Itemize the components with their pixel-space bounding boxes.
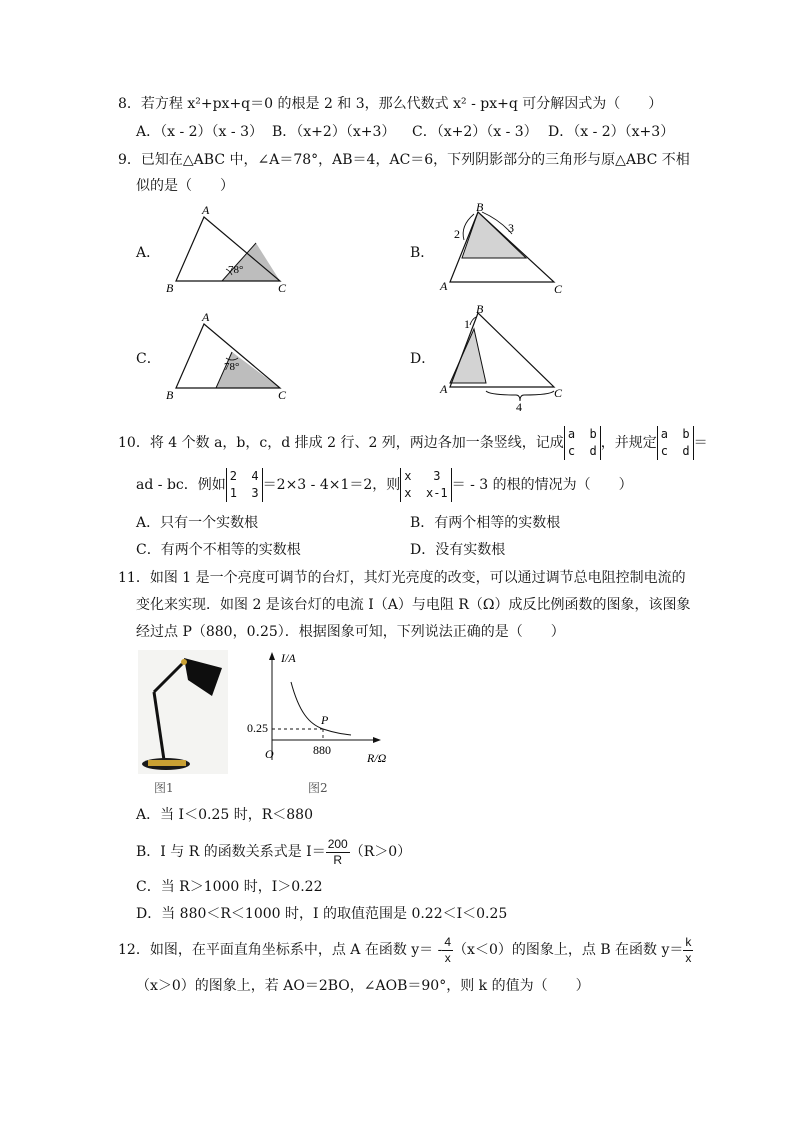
q10-text-5: ＝2×3 - 4×1＝2，则 bbox=[262, 477, 401, 493]
q11-option-a: A．当 I＜0.25 时，R＜880 bbox=[136, 807, 313, 823]
q10-text-3: ＝ bbox=[693, 435, 708, 451]
q11-stem-line1: 11．如图 1 是一个亮度可调节的台灯，其灯光亮度的改变，可以通过调节总电阻控制电流的 bbox=[118, 570, 686, 586]
det-example-row1: 2 4 bbox=[229, 469, 259, 483]
fig-c-vertex-b: B bbox=[166, 388, 174, 402]
q8-option-b: B．（x+2）（x+3） bbox=[272, 124, 396, 140]
q9-figure-a bbox=[160, 205, 300, 295]
q11-option-b-condition: （R＞0） bbox=[349, 844, 412, 860]
q10-line1 bbox=[118, 425, 708, 461]
q12-line1 bbox=[118, 934, 693, 966]
det-abcd2-row2: c d bbox=[660, 444, 690, 458]
det-abcd-2 bbox=[657, 426, 694, 460]
q10-option-b: B．有两个相等的实数根 bbox=[410, 515, 561, 531]
q12-fraction-1 bbox=[442, 935, 453, 966]
q10-text-1: 10．将 4 个数 a，b，c，d 排成 2 行、2 列，两边各加一条竖线，记成 bbox=[118, 435, 564, 451]
figure2-caption: 图2 bbox=[308, 781, 328, 795]
fig-d-vertex-b: B bbox=[476, 303, 484, 316]
fig-b-label-2: 2 bbox=[454, 227, 460, 241]
q11-stem-line3: 经过点 P（880，0.25）．根据图象可知，下列说法正确的是（ ） bbox=[136, 624, 565, 640]
det-abcd-row1: a b bbox=[567, 427, 597, 441]
fraction-numerator: 200 bbox=[327, 836, 348, 851]
fig-d-vertex-c: C bbox=[554, 386, 563, 400]
q10-option-a: A．只有一个实数根 bbox=[136, 515, 259, 531]
det-x-row1: x 3 bbox=[404, 469, 441, 483]
graph-origin: O bbox=[265, 747, 274, 761]
q8-option-a: A．（x - 2）（x - 3） bbox=[136, 124, 263, 140]
graph-y-tick: 0.25 bbox=[247, 721, 268, 735]
q9-label-d: D． bbox=[410, 351, 436, 367]
det-example bbox=[226, 468, 263, 502]
fraction-denominator: R bbox=[333, 852, 343, 867]
fig-d-vertex-a: A bbox=[440, 382, 448, 396]
q11-option-d: D．当 880＜R＜1000 时，I 的取值范围是 0.22＜I＜0.25 bbox=[136, 906, 508, 922]
fig-b-vertex-c: C bbox=[554, 282, 563, 296]
desk-lamp-image bbox=[138, 650, 228, 774]
q11-option-c: C．当 R＞1000 时，I＞0.22 bbox=[136, 879, 323, 895]
q9-label-b: B． bbox=[410, 245, 435, 261]
figure1-caption: 图1 bbox=[154, 781, 174, 795]
q10-option-c: C．有两个不相等的实数根 bbox=[136, 542, 301, 558]
fig-b-vertex-b: B bbox=[476, 200, 484, 214]
det-x-row2: x x-1 bbox=[404, 486, 448, 500]
graph-y-label: I/A bbox=[281, 651, 296, 665]
graph-x-label: R/Ω bbox=[367, 751, 387, 765]
q9-label-c: C． bbox=[136, 351, 161, 367]
q9-figure-b bbox=[430, 200, 580, 300]
q12-frac2-denominator: x bbox=[685, 950, 692, 965]
q11-stem-line2: 变化来实现．如图 2 是该台灯的电流 I（A）与电阻 R（Ω）成反比例函数的图象，该图象 bbox=[136, 597, 691, 613]
q10-text-4: ad - bc．例如 bbox=[136, 477, 226, 493]
det-abcd2-row1: a b bbox=[660, 427, 690, 441]
q12-frac2-numerator: k bbox=[685, 934, 692, 949]
q11-option-b-text: B．I 与 R 的函数关系式是 I＝ bbox=[136, 844, 326, 860]
fig-c-vertex-a: A bbox=[202, 312, 210, 324]
q10-option-d: D．没有实数根 bbox=[410, 542, 506, 558]
q11-graph bbox=[245, 650, 405, 776]
fig-a-vertex-a: A bbox=[202, 205, 210, 217]
q12-text-2: （x＜0）的图象上，点 B 在函数 y＝ bbox=[453, 942, 684, 958]
q12-frac1-denominator: x bbox=[444, 950, 451, 965]
q10-text-6: ＝ - 3 的根的情况为（ ） bbox=[451, 477, 633, 493]
fig-b-label-3: 3 bbox=[508, 221, 514, 235]
graph-x-tick: 880 bbox=[313, 743, 331, 757]
q8-option-d: D．（x - 2）（x+3） bbox=[548, 124, 675, 140]
fig-a-vertex-c: C bbox=[278, 281, 287, 295]
q12-text-1: 12．如图，在平面直角坐标系中，点 A 在函数 y＝ - bbox=[118, 942, 443, 958]
det-x bbox=[400, 468, 451, 502]
q8-stem: 8．若方程 x²+px+q＝0 的根是 2 和 3，那么代数式 x² - px+q 可分解因式为（ ） bbox=[118, 96, 663, 112]
fig-a-vertex-b: B bbox=[166, 281, 174, 295]
fig-d-label-1: 1 bbox=[464, 317, 470, 331]
fig-c-angle: 78° bbox=[224, 361, 240, 373]
q9-figure-c bbox=[160, 312, 300, 402]
q9-stem-line1: 9．已知在△ABC 中，∠A＝78°，AB＝4，AC＝6，下列阴影部分的三角形与原△ABC 不相 bbox=[118, 152, 690, 168]
fig-d-label-4: 4 bbox=[516, 400, 522, 413]
q11-option-b-fraction bbox=[326, 837, 350, 868]
q11-option-b bbox=[136, 836, 411, 868]
q9-label-a: A． bbox=[136, 245, 161, 261]
det-abcd bbox=[564, 426, 601, 460]
q12-fraction-2 bbox=[683, 935, 693, 966]
graph-point-p: P bbox=[321, 713, 329, 727]
q10-line2 bbox=[136, 467, 633, 503]
q8-option-c: C．（x+2）（x - 3） bbox=[412, 124, 538, 140]
q9-stem-line2: 似的是（ ） bbox=[136, 178, 234, 194]
fig-a-angle: 78° bbox=[228, 264, 244, 276]
q12-frac1-numerator: 4 bbox=[444, 934, 452, 949]
q12-line2: （x＞0）的图象上，若 AO＝2BO，∠AOB＝90°，则 k 的值为（ ） bbox=[136, 978, 590, 994]
q9-figure-d bbox=[430, 303, 580, 413]
q10-text-2: ，并规定 bbox=[600, 435, 657, 451]
det-abcd-row2: c d bbox=[567, 444, 597, 458]
det-example-row2: 1 3 bbox=[229, 486, 259, 500]
fig-c-vertex-c: C bbox=[278, 388, 287, 402]
fig-b-vertex-a: A bbox=[440, 279, 448, 293]
